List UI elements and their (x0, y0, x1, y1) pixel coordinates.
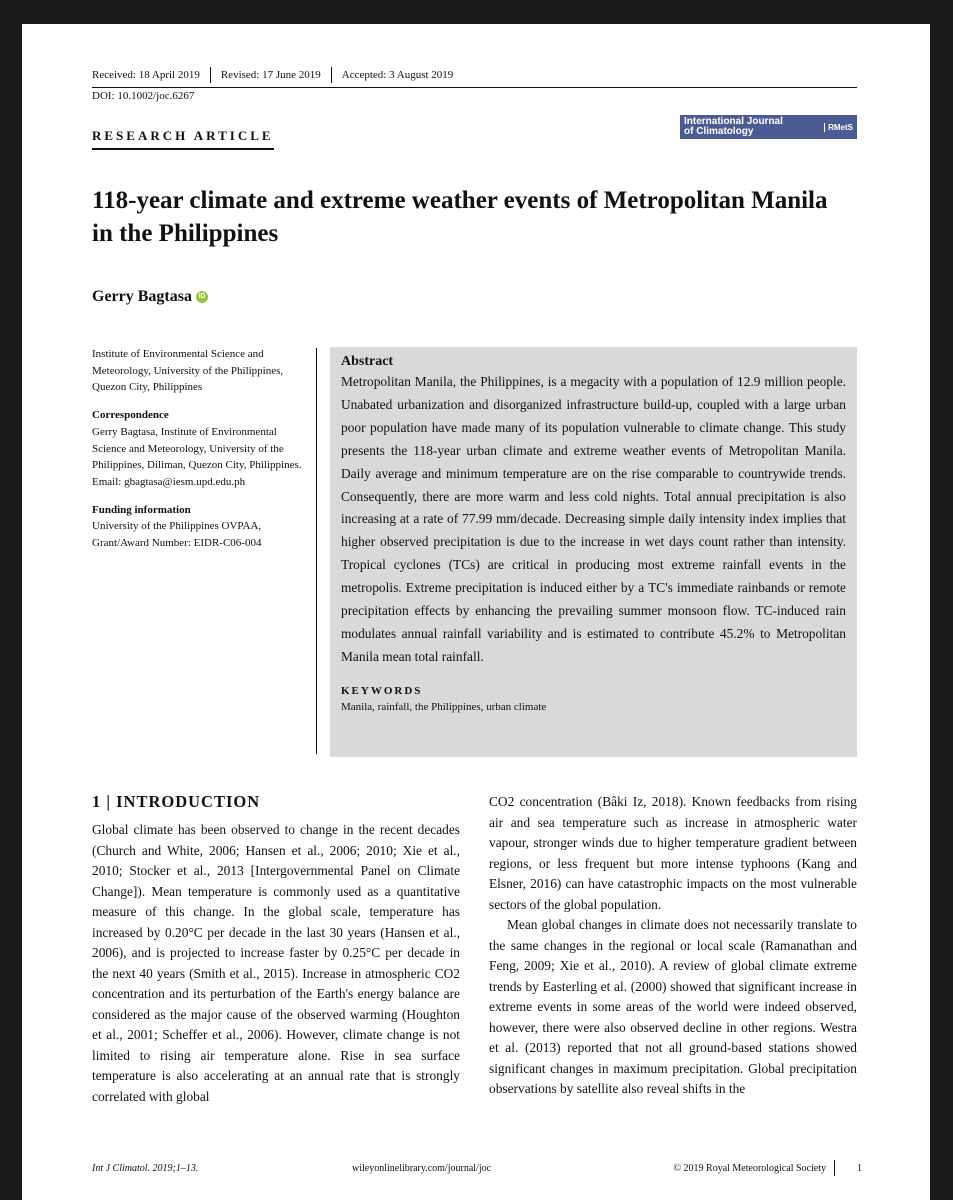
keywords: Manila, rainfall, the Philippines, urban climate (341, 700, 547, 713)
abstract-text: Metropolitan Manila, the Philippines, is a megacity with a population of 12.9 million people. Unabated urbanization and disorganized infrastructure build-up, coupled with a large urban poor population have made many of its population vulnerable to climate change. This study presents the 118-year urban climate and extreme weather events of Metropolitan Manila. Daily average and minimum temperature are on the rise comparable to countrywide trends. Consequently, there are more warm and less cold nights. Total annual precipitation is also increasing at a rate of 77.99 mm/decade. Decreasing simple daily intensity index implies that higher observed precipitation is due to the increase in wet days count rather than intensity. Tropical cyclones (TCs) are critical in producing most extreme rainfall events in the metropolis. Extreme precipitation is induced either by a TC's immediate rainbands or remote precipitation effects by enhancing the prevailing summer monsoon flow. TC-induced rain modulates annual rainfall variability and is estimated to contribute 45.2% to Metropolitan Manila mean total rainfall. (341, 374, 846, 664)
paper-title: 118-year climate and extreme weather events of Metropolitan Manila in the Philippines (92, 187, 828, 247)
funding-label: Funding information (92, 503, 191, 516)
intro-paragraph: Mean global changes in climate does not necessarily translate to the same changes in the regional or local scale (Ramanathan and Feng, 2009; Xie et al., 2010). A review of global climate extreme trends by Easterling et al. (2000) showed that significant increase in extreme events in some areas of the world were indeed observed, however, there were also observed decline in other regions. Westra et al. (2013) reported that not all ground-based stations showed significant changes in maximum precipitation. Global precipitation observations by satellite also reveal shifts in the (489, 917, 857, 1096)
society-logo: RMetS (824, 123, 853, 132)
footer-separator (834, 1160, 835, 1176)
sidebar-divider (316, 348, 317, 754)
affiliation: Institute of Environmental Science and Meteorology, University of the Philippines, Quezon City, Philippines (92, 348, 284, 394)
accepted-date: Accepted: 3 August 2019 (341, 69, 454, 81)
keywords-heading: KEYWORDS (341, 684, 423, 697)
intro-paragraph: CO2 concentration (Bâki Iz, 2018). Known feedbacks from rising air and sea temperature such as increase in atmospheric water vapour, stronger winds due to higher temperature gradient between regions, or less frequent but more intense typhoons (Kang and Elsner, 2016) can have catastrophic impacts on the most vulnerable sectors of the global population. (489, 794, 857, 912)
author-line (92, 288, 208, 306)
author-info-sidebar (92, 346, 312, 563)
article-type: RESEARCH ARTICLE (92, 128, 274, 150)
journal-name-line2: of Climatology (684, 126, 754, 137)
section-heading: 1 | INTRODUCTION (92, 792, 261, 811)
left-column (92, 820, 460, 1107)
abstract-box (330, 347, 857, 757)
footer-journal: Int J Climatol. 2019;1–13. (92, 1162, 199, 1174)
funding-text: University of the Philippines OVPAA, Grant/Award Number: EIDR-C06-004 (92, 520, 262, 550)
received-date: Received: 18 April 2019 (92, 69, 200, 81)
abstract-heading: Abstract (341, 354, 394, 369)
journal-logo (680, 115, 857, 139)
footer-url[interactable]: wileyonlinelibrary.com/journal/joc (352, 1162, 492, 1174)
correspondence-text: Gerry Bagtasa, Institute of Environmental Science and Meteorology, University of the Philippines, Diliman, Quezon City, Philippines. (92, 425, 302, 472)
page-footer (92, 1160, 862, 1176)
journal-name-line1: International Journal (684, 116, 783, 127)
paper-page (22, 24, 930, 1200)
email[interactable]: Email: gbagtasa@iesm.upd.edu.ph (92, 475, 246, 488)
revised-date: Revised: 17 June 2019 (220, 69, 321, 81)
footer-copyright: © 2019 Royal Meteorological Society (673, 1162, 826, 1174)
correspondence-block (92, 407, 312, 491)
author-name: Gerry Bagtasa (92, 288, 192, 305)
doi[interactable]: DOI: 10.1002/joc.6267 (92, 90, 195, 102)
article-dates (92, 67, 857, 88)
page-number: 1 (857, 1162, 862, 1174)
date-separator (210, 67, 211, 83)
correspondence-label: Correspondence (92, 409, 169, 422)
intro-paragraph: Global climate has been observed to change in the recent decades (Church and White, 2006; Hansen et al., 2006; 2010; Xie et al., 2010; Stocker et al., 2013 [Intergovernmental Panel on Climate Change]). Mean temperature is commonly used as a quantitative measure of this change. In the global scale, temperature has increased by 0.20°C per decade in the last 30 years (Hansen et al., 2006), and is projected to increase faster by 0.25°C per decade in the next 40 years (Smith et al., 2015). Increase in atmospheric CO2 concentration and its perturbation of the Earth's energy balance are considered as the major cause of the observed warming (Houghton et al., 2001; Scheffer et al., 2006). However, climate change is not limited to rising air temperature alone. Rise in sea surface temperature is also accelerating at an annual rate that is strongly correlated with global (92, 822, 460, 1104)
right-column (489, 792, 857, 1100)
date-separator (331, 67, 332, 83)
funding-block (92, 502, 312, 552)
orcid-icon[interactable]: iD (196, 291, 208, 303)
